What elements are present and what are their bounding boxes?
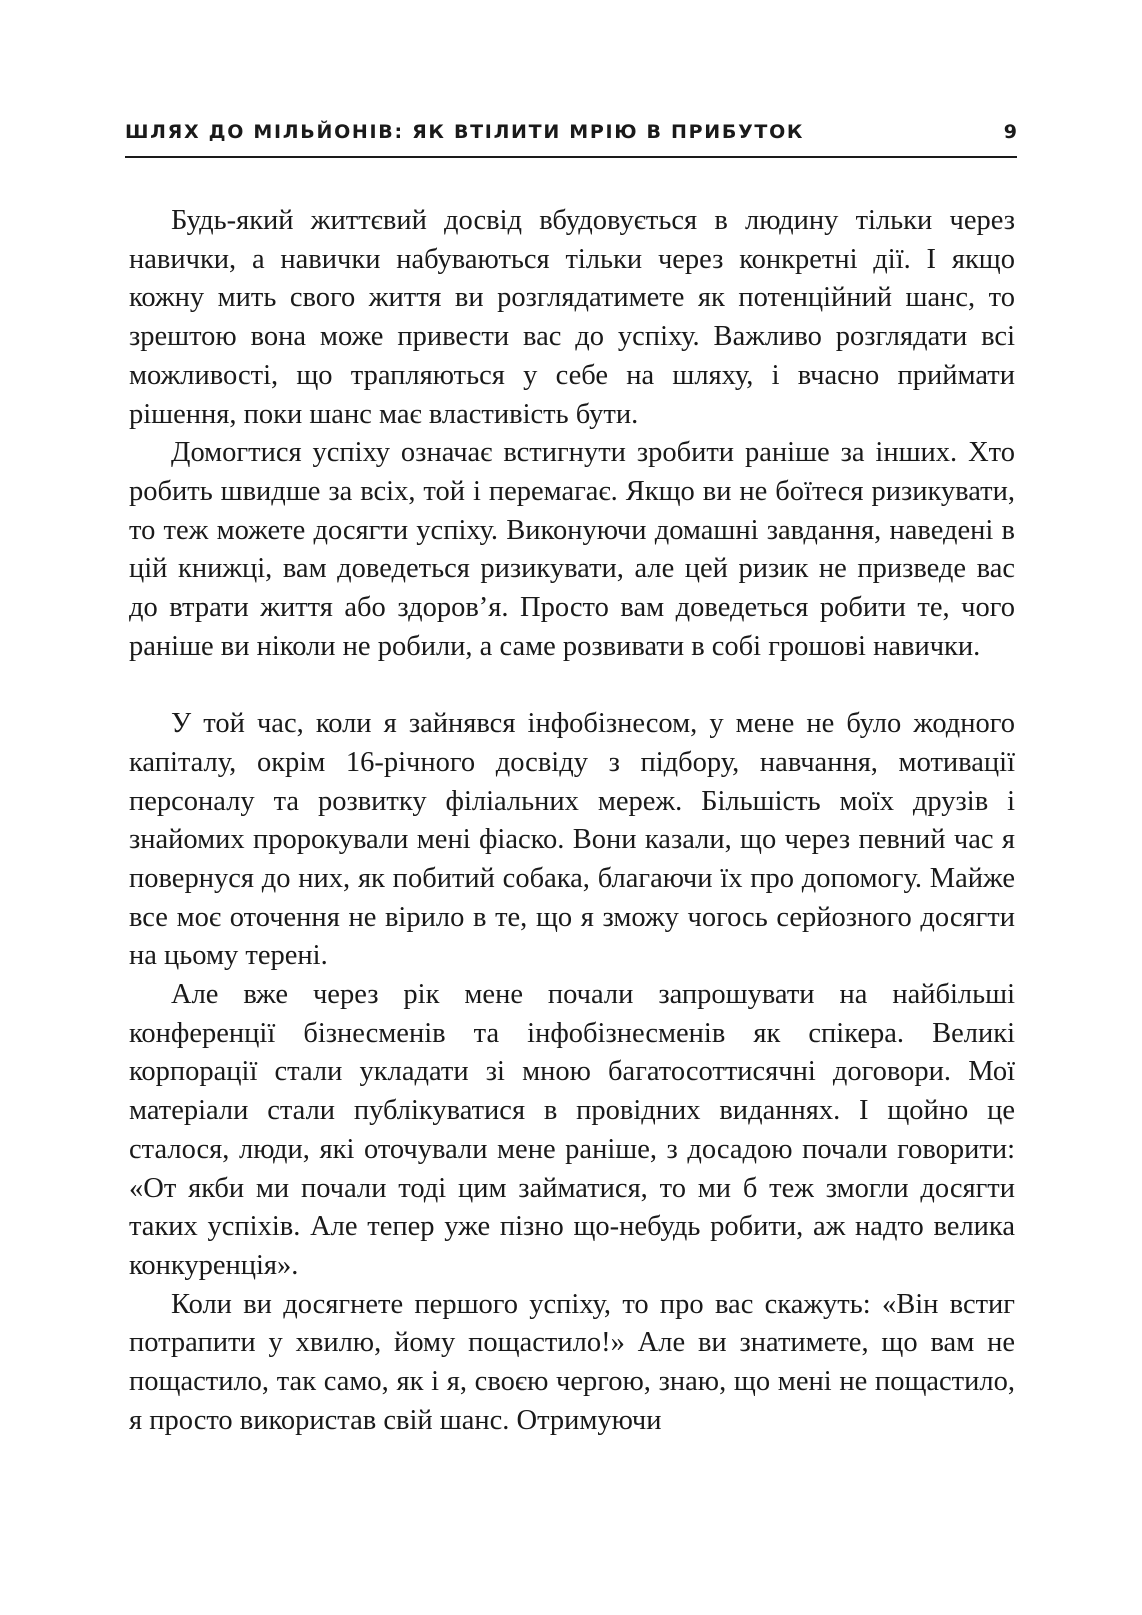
paragraph: Домогтися успіху означає встигнути зробити раніше за інших. Хто робить швидше за всіх, той і перемагає. Якщо ви не боїтеся ризикувати, то теж можете досягти успіху. Виконуючи домашні завдання, наведені в цій книжці, вам доведеться ризикувати, але цей ризик не призведе вас до втрати життя або здоров’я. Просто вам доведеться робити те, чого раніше ви ніколи не робили, а саме розвивати в собі грошові навички. [129, 437, 1015, 662]
paragraph: У той час, коли я зайнявся інфобізнесом, у мене не було жодного капіталу, окрім 16-річного досвіду з підбору, навчання, мотивації персоналу та розвитку філіальних мереж. Більшість моїх друзів і знайомих пророкували мені фіаско. Вони казали, що через певний час я повернуся до них, як побитий собака, благаючи їх про допомогу. Майже все моє оточення не вірило в те, що я зможу чогось серйозного досягти на цьому терені. [129, 708, 1015, 972]
running-header [125, 115, 1017, 149]
body-text [129, 202, 1015, 1440]
paragraph: Але вже через рік мене почали запрошувати на найбільші конференції бізнесменів та інфобізнесменів як спікера. Великі корпорації стали укладати зі мною багатосоттисячні договори. Мої матеріали стали публікуватися в провідних виданнях. І щойно це сталося, люди, які оточували мене раніше, з досадою почали говорити: «От якби ми почали тоді цим займатися, то ми б теж змогли досягти таких успіхів. Але тепер уже пізно що-небудь робити, аж надто велика конкуренція». [129, 979, 1015, 1281]
paragraph: Коли ви досягнете першого успіху, то про вас скажуть: «Він встиг потрапити у хвилю, йому пощастило!» Але ви знатимете, що вам не пощастило, так само, як і я, своєю чергою, знаю, що мені не пощастило, я просто використав свій шанс. Отримуючи [129, 1288, 1015, 1436]
page-number: 9 [1003, 121, 1017, 143]
paragraph: Будь-який життєвий досвід вбудовується в людину тільки через навички, а навички набуваються тільки через конкретні дії. І якщо кожну мить свого життя ви розглядатимете як потенційний шанс, то зрештою вона може привести вас до успіху. Важливо розглядати всі можливості, що трапляються у себе на шляху, і вчасно приймати рішення, поки шанс має властивість бути. [129, 205, 1015, 430]
header-rule [125, 156, 1017, 158]
running-header-title: ШЛЯХ ДО МІЛЬЙОНІВ: ЯК ВТІЛИТИ МРІЮ В ПРИБУТОК [125, 121, 805, 143]
